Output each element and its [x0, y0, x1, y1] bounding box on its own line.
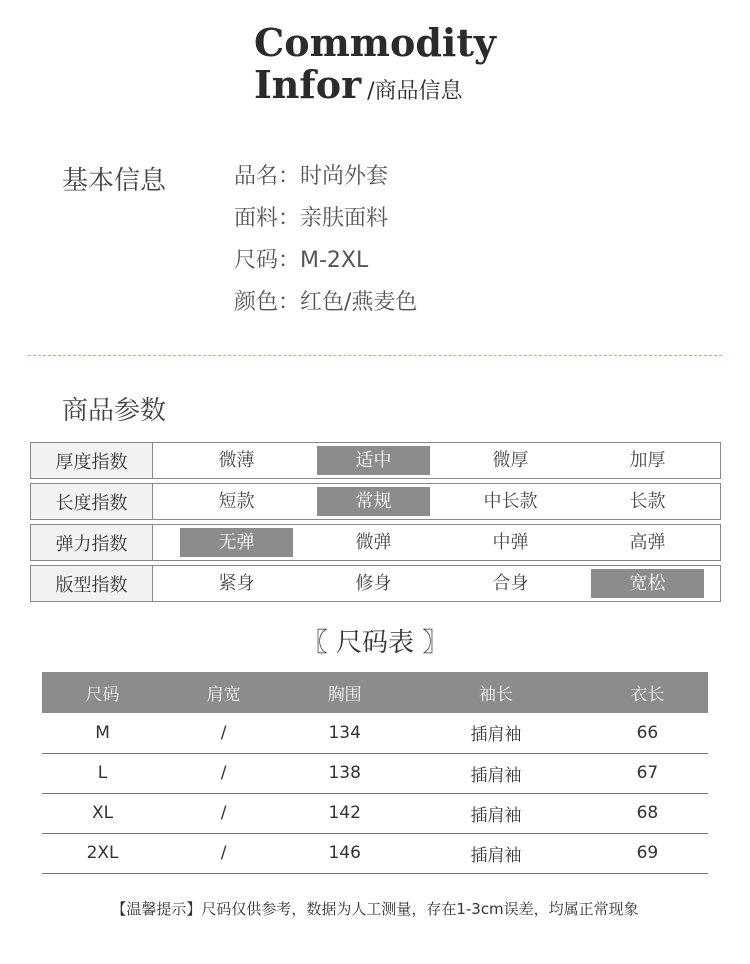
column-header: 袖长	[405, 672, 587, 713]
param-option-selected: 适中	[317, 446, 430, 475]
size-chart-heading: 〖 尺码表 〗	[301, 628, 449, 658]
table-row	[42, 793, 708, 833]
size-chart-table	[42, 672, 708, 874]
column-header: 衣长	[587, 672, 708, 713]
param-option: 微弹	[355, 532, 392, 553]
param-option: 紧身	[218, 573, 255, 594]
param-option: 微厚	[492, 450, 529, 471]
param-option-selected: 宽松	[591, 569, 704, 598]
basic-info-fabric: 面料：亲肤面料	[234, 206, 389, 231]
table-cell: 插肩袖	[405, 793, 587, 833]
param-row-elasticity	[30, 524, 721, 561]
table-cell: 67	[587, 753, 708, 793]
table-row	[42, 833, 708, 873]
table-cell: XL	[42, 793, 163, 833]
param-option: 微薄	[218, 450, 255, 471]
param-option: 长款	[629, 491, 666, 512]
table-cell: /	[163, 753, 284, 793]
table-cell: 138	[284, 753, 405, 793]
table-cell: 134	[284, 713, 405, 753]
table-row	[42, 753, 708, 793]
table-cell: /	[163, 713, 284, 753]
table-cell: 69	[587, 833, 708, 873]
basic-info-heading: 基本信息	[62, 166, 167, 196]
table-row	[42, 713, 708, 753]
title-english-line1: Commodity	[254, 20, 496, 65]
table-cell: 2XL	[42, 833, 163, 873]
param-row-fit	[30, 565, 721, 602]
param-option: 中长款	[483, 491, 538, 512]
column-header: 尺码	[42, 672, 163, 713]
param-option: 加厚	[629, 450, 666, 471]
param-row-thickness	[30, 442, 721, 479]
basic-info-list	[234, 158, 417, 326]
table-cell: M	[42, 713, 163, 753]
param-option: 合身	[492, 573, 529, 594]
param-label: 版型指数	[31, 566, 153, 601]
basic-info-size: 尺码：M-2XL	[234, 248, 369, 273]
param-label: 厚度指数	[31, 443, 153, 478]
table-cell: 146	[284, 833, 405, 873]
title-chinese: /商品信息	[367, 79, 463, 104]
param-label: 长度指数	[31, 484, 153, 519]
param-option: 短款	[218, 491, 255, 512]
param-option-selected: 无弹	[180, 528, 293, 557]
table-cell: 68	[587, 793, 708, 833]
params-heading: 商品参数	[62, 396, 167, 426]
table-cell: /	[163, 833, 284, 873]
size-chart-header-row	[42, 672, 708, 713]
column-header: 胸围	[284, 672, 405, 713]
column-header: 肩宽	[163, 672, 284, 713]
param-row-length	[30, 483, 721, 520]
param-option: 中弹	[492, 532, 529, 553]
section-divider	[28, 355, 722, 356]
param-option: 修身	[355, 573, 392, 594]
size-tip-note: 【温馨提示】尺码仅供参考，数据为人工测量，存在1-3cm误差，均属正常现象	[111, 900, 639, 918]
basic-info-color: 颜色：红色/燕麦色	[234, 290, 418, 315]
param-option-selected: 常规	[317, 487, 430, 516]
table-cell: /	[163, 793, 284, 833]
title-english-line2: Infor	[254, 62, 362, 107]
basic-info-name: 品名：时尚外套	[234, 164, 389, 189]
param-option: 高弹	[629, 532, 666, 553]
table-cell: 142	[284, 793, 405, 833]
table-cell: L	[42, 753, 163, 793]
table-cell: 插肩袖	[405, 713, 587, 753]
table-cell: 插肩袖	[405, 833, 587, 873]
table-cell: 66	[587, 713, 708, 753]
param-label: 弹力指数	[31, 525, 153, 560]
page-header	[0, 22, 750, 106]
table-cell: 插肩袖	[405, 753, 587, 793]
